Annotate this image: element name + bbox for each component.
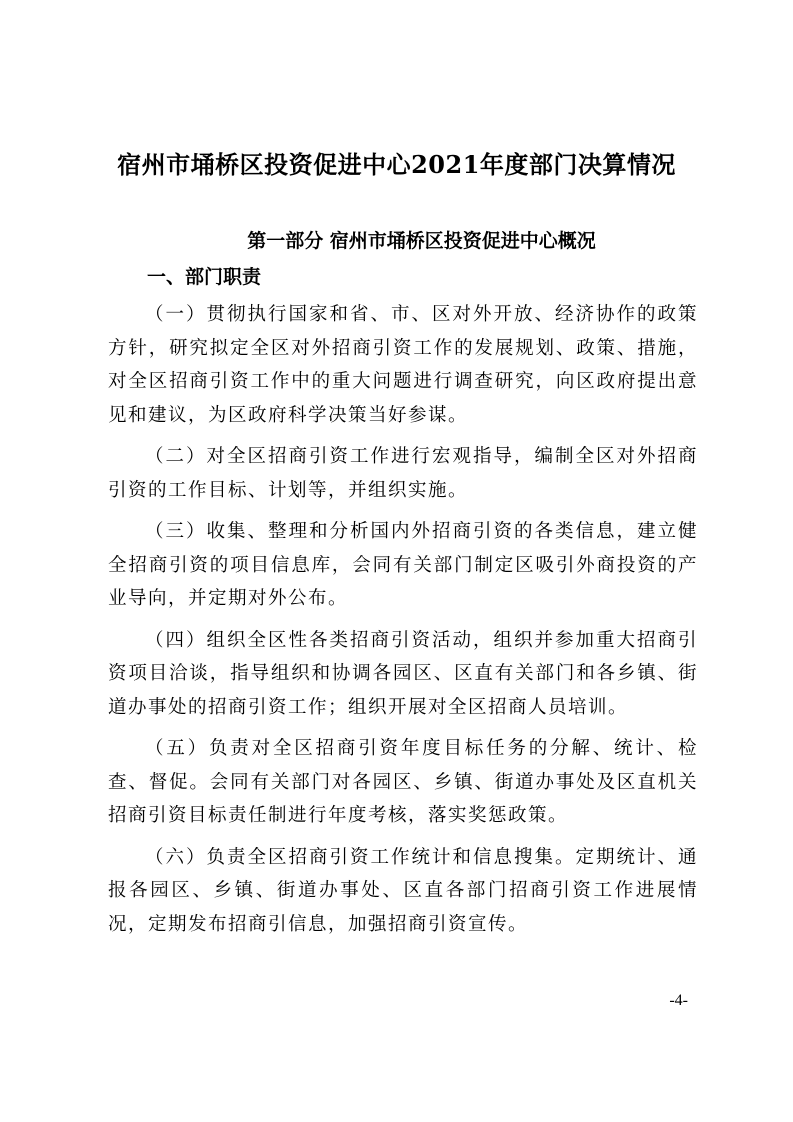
paragraph-duty-5: （五）负责对全区招商引资年度目标任务的分解、统计、检查、督促。会同有关部门对各园区、乡镇、街道办事处及区直机关招商引资目标责任制进行年度考核，落实奖惩政策。 (108, 738, 698, 826)
section-heading: 一、部门职责 (147, 266, 262, 288)
page-number: -4- (669, 992, 688, 1009)
document-title: 宿州市埇桥区投资促进中心2021年度部门决算情况 (117, 150, 676, 179)
paragraph-duty-2: （二）对全区招商引资工作进行宏观指导，编制全区对外招商引资的工作目标、计划等，并组织实施。 (108, 446, 698, 501)
paragraph-duty-6: （六）负责全区招商引资工作统计和信息搜集。定期统计、通报各园区、乡镇、街道办事处、区直各部门招商引资工作进展情况，定期发布招商引信息，加强招商引资宣传。 (108, 846, 698, 935)
paragraph-duty-1: （一）贯彻执行国家和省、市、区对外开放、经济协作的政策方针，研究拟定全区对外招商引资工作的发展规划、政策、措施，对全区招商引资工作中的重大问题进行调查研究，向区政府提出意见和建议，为区政府科学决策当好参谋。 (108, 304, 698, 426)
document-body (108, 298, 698, 949)
paragraph-duty-3: （三）收集、整理和分析国内外招商引资的各类信息，建立健全招商引资的项目信息库，会同有关部门制定区吸引外商投资的产业导向，并定期对外公布。 (108, 521, 698, 609)
paragraph-duty-4: （四）组织全区性各类招商引资活动，组织并参加重大招商引资项目洽谈，指导组织和协调各园区、区直有关部门和各乡镇、街道办事处的招商引资工作；组织开展对全区招商人员培训。 (108, 629, 698, 718)
part-heading: 第一部分 宿州市埇桥区投资促进中心概况 (247, 230, 596, 252)
